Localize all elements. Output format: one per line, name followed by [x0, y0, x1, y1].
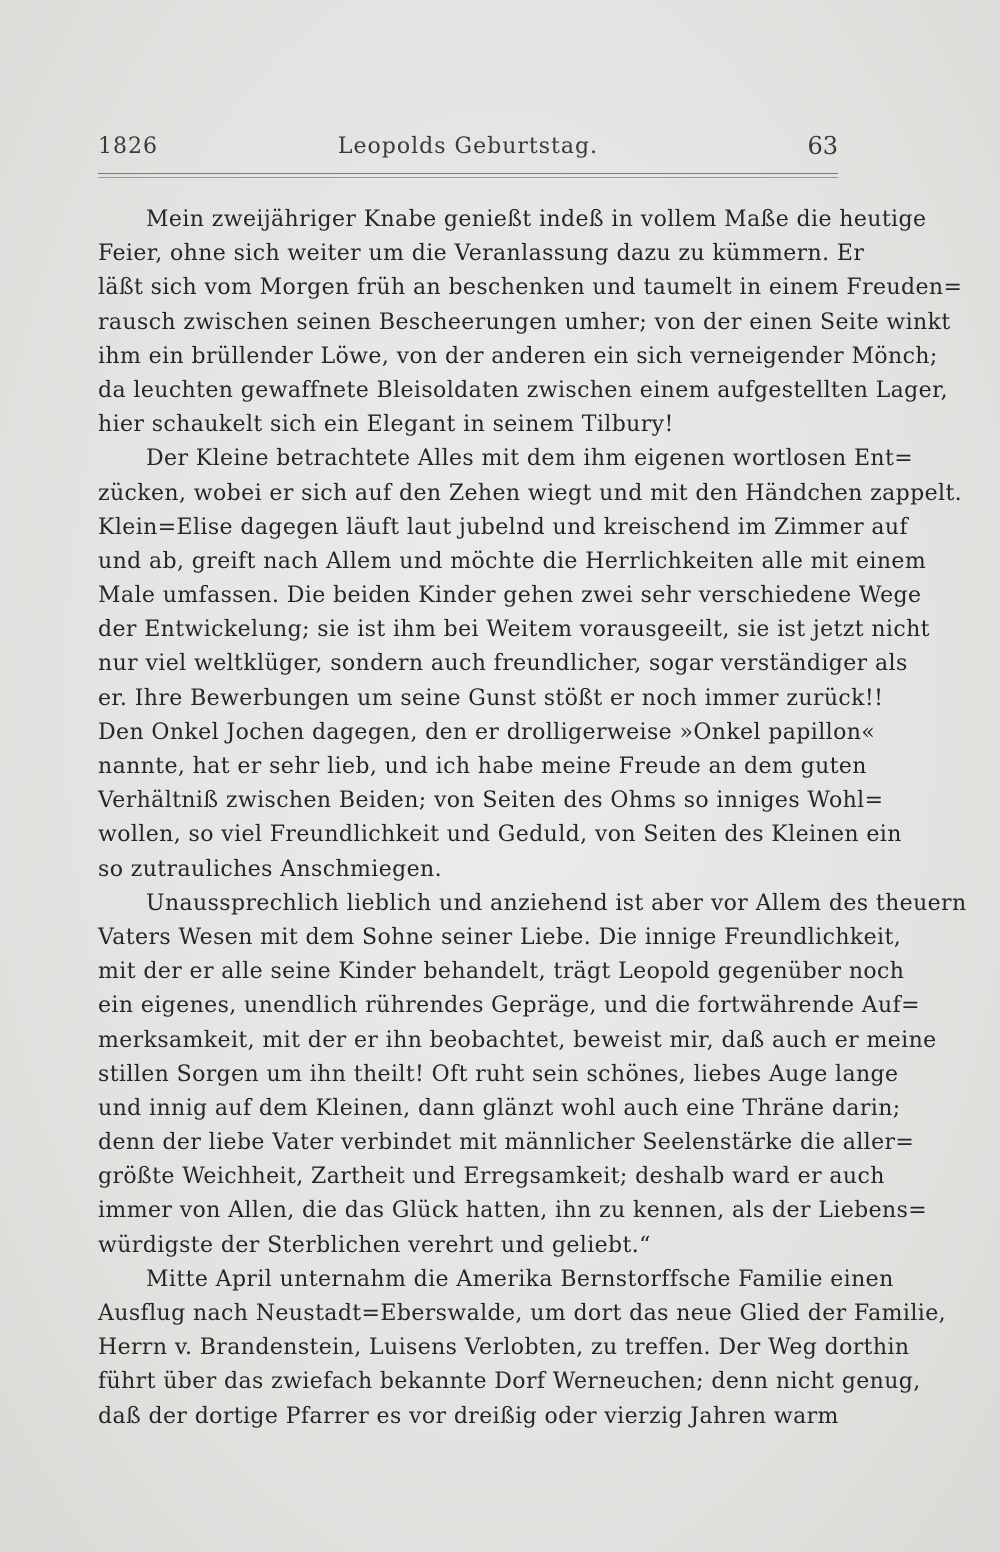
text-line: wollen, so viel Freundlichkeit und Geduld, von Seiten des Kleinen ein — [98, 822, 902, 848]
text-line: würdigste der Sterblichen verehrt und geliebt.“ — [98, 1232, 651, 1258]
text-line: so zutrauliches Anschmiegen. — [98, 856, 443, 882]
text-line: Den Onkel Jochen dagegen, den er drolligerweise »Onkel papillon« — [98, 719, 876, 745]
text-line: Ausflug nach Neustadt=Eberswalde, um dort das neue Glied der Familie, — [98, 1301, 947, 1326]
text-line: rausch zwischen seinen Bescheerungen umher; von der einen Seite winkt — [98, 309, 951, 335]
text-line: daß der dortige Pfarrer es vor dreißig oder vierzig Jahren warm — [98, 1403, 839, 1429]
text-line: Mitte April unternahm die Amerika Bernstorffsche Familie einen — [146, 1266, 894, 1292]
header-year: 1826 — [98, 134, 158, 159]
text-line: Unaussprechlich lieblich und anziehend ist aber vor Allem des theuern — [146, 890, 967, 916]
text-line: er. Ihre Bewerbungen um seine Gunst stößt er noch immer zurück!! — [98, 685, 884, 711]
text-line: und innig auf dem Kleinen, dann glänzt wohl auch eine Thräne darin; — [98, 1095, 901, 1121]
text-line: Herrn v. Brandenstein, Luisens Verlobten, zu treffen. Der Weg dorthin — [98, 1335, 910, 1361]
text-line: Verhältniß zwischen Beiden; von Seiten des Ohms so inniges Wohl= — [98, 788, 884, 814]
text-line: nannte, hat er sehr lieb, und ich habe meine Freude an dem guten — [98, 754, 867, 779]
text-line: der Entwickelung; sie ist ihm bei Weitem vorausgeeilt, sie ist jetzt nicht — [98, 617, 930, 643]
text-line: größte Weichheit, Zartheit und Erregsamkeit; deshalb ward er auch — [98, 1164, 885, 1190]
text-line: merksamkeit, mit der er ihn beobachtet, beweist mir, daß auch er meine — [98, 1027, 937, 1053]
header-rule — [98, 173, 838, 174]
text-line: Feier, ohne sich weiter um die Veranlassung dazu zu kümmern. Er — [98, 241, 865, 267]
text-line: hier schaukelt sich ein Elegant in seinem Tilbury! — [98, 412, 674, 438]
text-line: und ab, greift nach Allem und möchte die Herrlichkeiten alle mit einem — [98, 548, 927, 574]
text-line: Der Kleine betrachtete Alles mit dem ihm eigenen wortlosen Ent= — [146, 446, 914, 472]
text-line: stillen Sorgen um ihn theilt! Oft ruht sein schönes, liebes Auge lange — [98, 1061, 899, 1087]
text-line: Mein zweijähriger Knabe genießt indeß in vollem Maße die heutige — [146, 207, 927, 232]
text-line: zücken, wobei er sich auf den Zehen wiegt und mit den Händchen zappelt. — [98, 480, 963, 506]
text-line: läßt sich vom Morgen früh an beschenken und taumelt in einem Freuden= — [98, 275, 963, 301]
header-rule-double — [98, 177, 838, 178]
text-line: nur viel weltklüger, sondern auch freundlicher, sogar verständiger als — [98, 651, 908, 677]
text-line: Vaters Wesen mit dem Sohne seiner Liebe. Die innige Freundlichkeit, — [98, 924, 902, 950]
text-line: Klein=Elise dagegen läuft laut jubelnd und kreischend im Zimmer auf — [98, 514, 909, 540]
text-line: mit der er alle seine Kinder behandelt, trägt Leopold gegenüber noch — [98, 959, 905, 985]
text-line: führt über das zwiefach bekannte Dorf Werneuchen; denn nicht genug, — [98, 1369, 921, 1395]
text-line: ihm ein brüllender Löwe, von der anderen ein sich verneigender Mönch; — [98, 343, 938, 369]
header-title: Leopolds Geburtstag. — [337, 134, 599, 159]
text-line: Male umfassen. Die beiden Kinder gehen zwei sehr verschiedene Wege — [98, 583, 922, 609]
text-line: denn der liebe Vater verbindet mit männlicher Seelenstärke die aller= — [98, 1130, 915, 1156]
text-line: ein eigenes, unendlich rührendes Gepräge, und die fortwährende Auf= — [98, 993, 920, 1019]
page-number: 63 — [807, 132, 838, 160]
running-header — [98, 128, 838, 168]
body-text — [98, 203, 967, 1434]
text-line: da leuchten gewaffnete Bleisoldaten zwischen einem aufgestellten Lager, — [98, 377, 948, 403]
text-line: immer von Allen, die das Glück hatten, ihn zu kennen, als der Liebens= — [98, 1198, 928, 1224]
